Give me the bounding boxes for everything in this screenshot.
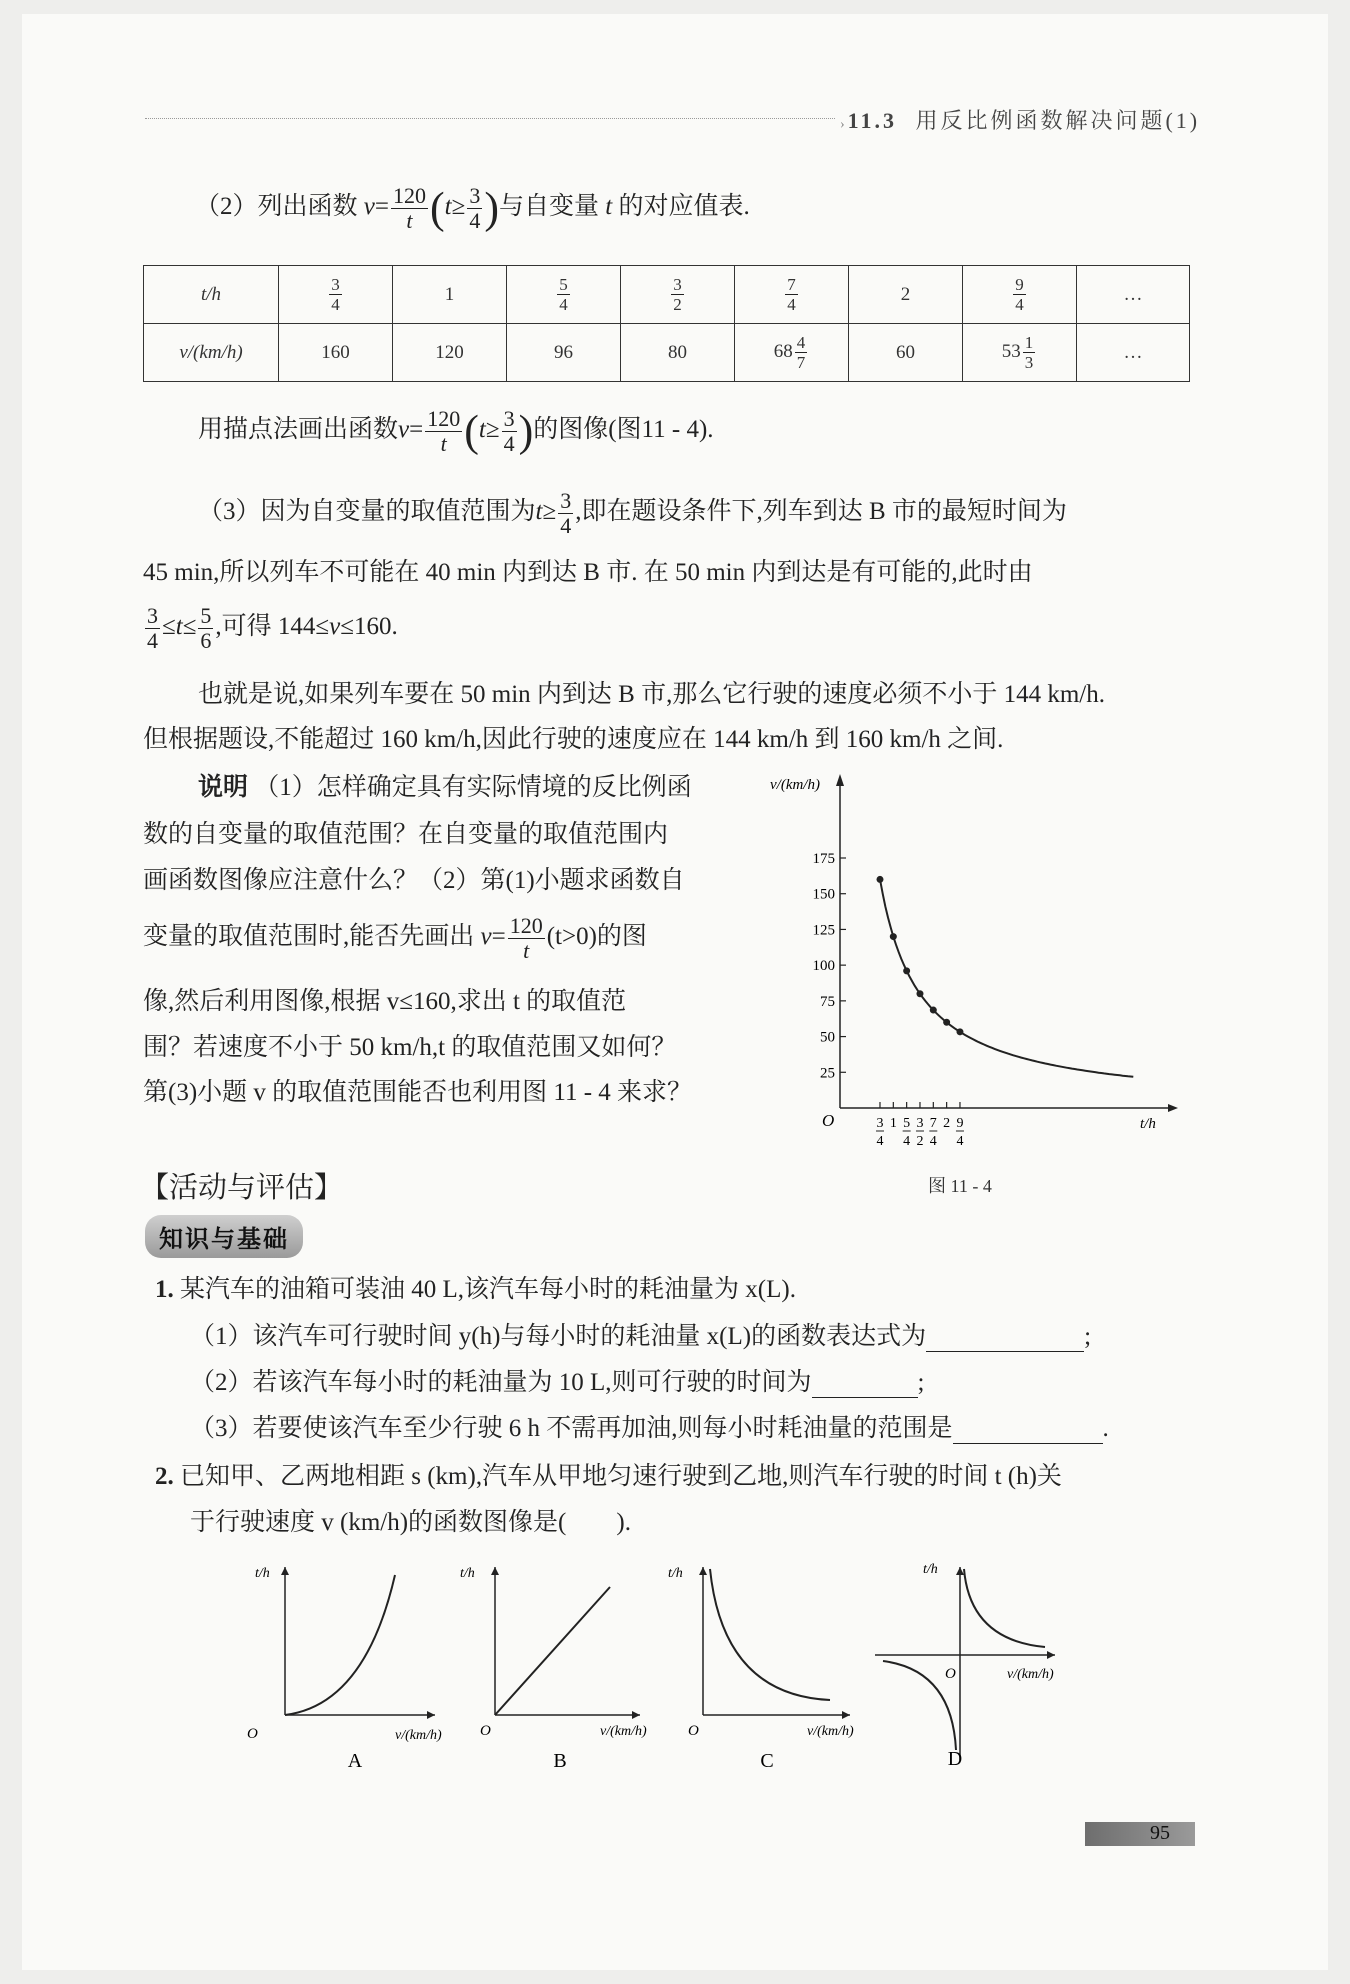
x-axis-label: v/(km/h) [807, 1724, 854, 1739]
y-axis-arrow [491, 1567, 499, 1575]
option-label: A [347, 1750, 363, 1772]
x-axis-arrow [632, 1711, 640, 1719]
cell-fraction [671, 276, 684, 313]
x-tick-numerator: 3 [876, 1116, 884, 1131]
var-v: v [329, 613, 341, 641]
t-cell [1077, 266, 1190, 324]
le-sign: ≤ [162, 613, 176, 641]
draw-post: 的图像(图11 - 4). [533, 416, 714, 444]
var-v: v [398, 416, 410, 444]
frac-den: t [440, 431, 447, 456]
t-cell [621, 266, 735, 324]
frac-120-t [508, 915, 545, 962]
cell-den: 2 [673, 295, 682, 314]
frac-num: 3 [147, 603, 158, 628]
y-axis-label: t/h [923, 1562, 938, 1577]
x-axis-arrow [1168, 1104, 1178, 1112]
data-point [876, 876, 883, 883]
y-axis-label: t/h [460, 1566, 475, 1581]
y-tick-label: 175 [812, 851, 835, 867]
v-cell [279, 324, 393, 382]
note-line2: 数的自变量的取值范围？在自变量的取值范围内 [143, 821, 669, 848]
x-axis-label: v/(km/h) [600, 1724, 647, 1739]
frac-120-t [425, 408, 462, 455]
y-tick-label: 25 [820, 1065, 835, 1082]
curve-c [710, 1569, 830, 1700]
option-d-graph[interactable] [875, 1562, 1055, 1770]
part2-line: （2）列出函数 v= $\frac{120}{t}$ (t≥ $\frac{3}{4}$ )与自变量 t 的对应值表. [195, 183, 750, 233]
y-axis-label: t/h [255, 1566, 270, 1581]
section-title: 用反比例函数解决问题(1) [915, 108, 1201, 133]
punct: . [1102, 1415, 1109, 1442]
conclusion-line2: 但根据题设,不能超过 160 km/h,因此行驶的速度应在 144 km/h 到 160 km/h 之间. [143, 726, 1004, 753]
draw-pre: 用描点法画出函数 [198, 416, 399, 444]
t-cell [963, 266, 1077, 324]
activity-title: 【活动与评估】 [140, 1172, 344, 1204]
cell-fraction [1013, 276, 1026, 313]
option-label: B [553, 1750, 567, 1772]
frac-num: 120 [427, 406, 461, 431]
origin-label: O [945, 1666, 956, 1682]
cell-num: 5 [559, 275, 568, 294]
var-t: t [478, 416, 486, 444]
cell-den: 4 [331, 295, 340, 314]
t-cell [735, 266, 849, 324]
curve-d-upper [964, 1569, 1045, 1647]
cell-value: 96 [554, 341, 573, 363]
ge-sign: ≥ [485, 416, 500, 444]
frac-num: 120 [509, 913, 543, 938]
x-axis-arrow [1047, 1651, 1055, 1659]
note-line5: 像,然后利用图像,根据 v≤160,求出 t 的取值范 [143, 988, 627, 1015]
cell-value: … [1123, 283, 1143, 305]
part3-post: ,即在题设条件下,列车到达 B 市的最短时间为 [575, 498, 1067, 526]
x-tick-numerator: 3 [916, 1116, 924, 1131]
frac-num: 3 [560, 488, 572, 513]
answer-blank-3[interactable] [953, 1417, 1103, 1444]
cell-fraction [785, 276, 798, 313]
frac-den: 4 [147, 628, 158, 653]
value-table [143, 265, 1190, 382]
v-cell [963, 324, 1077, 382]
eq: = [409, 416, 424, 444]
note-line1 [198, 773, 692, 803]
section-number: 11.3 [847, 108, 897, 133]
cell-num: 1 [1024, 333, 1034, 352]
cell-fraction [557, 276, 570, 313]
page-number: 95 [1150, 1822, 1170, 1844]
cell-value: … [1123, 341, 1143, 363]
part2-tail: 与自变量 [498, 193, 599, 221]
conclusion-line1: 也就是说,如果列车要在 50 min 内到达 B 市,那么它行驶的速度必须不小于 144 km/h. [198, 681, 1105, 708]
frac-den: t [523, 938, 530, 963]
x-tick-denominator: 4 [903, 1134, 911, 1149]
x-tick-label: 1 [889, 1116, 897, 1131]
var-v: v [363, 193, 375, 221]
note-text: 变量的取值范围时,能否先画出 [143, 923, 475, 951]
frac-den: 4 [560, 513, 572, 538]
q1-text: 某汽车的油箱可装油 40 L,该汽车每小时的耗油量为 x(L). [180, 1276, 796, 1303]
q1-sub1-text: （1）该汽车可行驶时间 y(h)与每小时的耗油量 x(L)的函数表达式为 [190, 1323, 927, 1350]
origin-label: O [822, 1111, 835, 1130]
option-label: D [947, 1748, 963, 1770]
v-cell [393, 324, 507, 382]
t-cell [279, 266, 393, 324]
y-axis-arrow [836, 774, 844, 786]
t-cell [393, 266, 507, 324]
v-cell [849, 324, 963, 382]
q1-sub3-text: （3）若要使该汽车至少行驶 6 h 不需再加油,则每小时耗油量的范围是 [190, 1415, 953, 1442]
frac-3-4 [145, 605, 160, 652]
cell-value: 120 [435, 341, 464, 363]
origin-label: O [688, 1723, 699, 1739]
cell-value: 160 [321, 341, 350, 363]
x-tick-denominator: 4 [876, 1134, 884, 1149]
cell-fraction [1023, 334, 1036, 371]
origin-label: O [247, 1726, 258, 1742]
line-b [495, 1587, 610, 1715]
x-tick-denominator: 2 [916, 1134, 924, 1149]
v-cell [735, 324, 849, 382]
frac-den: 6 [200, 628, 212, 653]
option-graphs [247, 1555, 1105, 1780]
row-header-t: t/h [144, 266, 279, 324]
y-tick-label: 150 [812, 886, 835, 903]
frac-3-4 [502, 408, 517, 455]
frac-den: t [406, 208, 413, 233]
note-label: 说明 [198, 774, 249, 801]
option-a-graph[interactable] [247, 1566, 442, 1772]
q2-stem2: 于行驶速度 v (km/h)的函数图像是( ). [190, 1509, 631, 1536]
note-line6: 围？若速度不小于 50 km/h,t 的取值范围又如何？ [143, 1034, 677, 1061]
q1-sub2-text: （2）若该汽车每小时的耗油量为 10 L,则可行驶的时间为 [190, 1369, 812, 1396]
figure-11-4 [760, 768, 1180, 1188]
figure-caption: 图 11 - 4 [928, 1176, 992, 1196]
y-tick-label: 50 [820, 1029, 835, 1046]
y-axis-arrow [956, 1567, 964, 1575]
var-t: t [175, 613, 183, 641]
frac-120-t [391, 185, 428, 232]
data-point [930, 1007, 937, 1014]
note-line7: 第(3)小题 v 的取值范围能否也利用图 11 - 4 来求？ [143, 1079, 693, 1106]
le-sign: ≤ [182, 613, 197, 641]
cell-num: 3 [673, 275, 682, 294]
note-text: (t>0)的图 [546, 923, 647, 951]
eq: = [374, 193, 389, 221]
var-t: t [444, 193, 452, 221]
cell-num: 4 [796, 333, 806, 352]
frac-den: 4 [469, 208, 481, 233]
cell-num: 9 [1015, 275, 1024, 294]
q1-stem [155, 1275, 796, 1305]
frac-num: 3 [503, 406, 515, 431]
q2-number: 2. [155, 1463, 174, 1490]
eq: = [491, 923, 506, 951]
t-cell [849, 266, 963, 324]
cell-value: 2 [900, 283, 911, 305]
curve-v-120-over-t [880, 879, 1133, 1076]
t-cell [507, 266, 621, 324]
y-axis-label: v/(km/h) [770, 777, 820, 793]
part3-line3 [143, 605, 398, 652]
frac-3-4 [558, 490, 573, 537]
y-axis-arrow [699, 1567, 707, 1575]
cell-whole: 53 [1001, 340, 1021, 362]
var-t: t [535, 498, 543, 526]
cell-den: 3 [1024, 353, 1034, 372]
part3-line1 [198, 490, 1067, 537]
cell-den: 4 [1015, 295, 1024, 314]
frac-5-6 [198, 605, 213, 652]
header-rule [145, 118, 835, 119]
cell-whole: 68 [773, 340, 793, 362]
row-header-v: v/(km/h) [144, 324, 279, 382]
data-point [943, 1019, 950, 1026]
origin-label: O [480, 1723, 491, 1739]
x-axis-label: t/h [1140, 1116, 1156, 1132]
x-tick-numerator: 5 [903, 1116, 911, 1131]
answer-blank-2[interactable] [812, 1371, 918, 1398]
frac-den: 4 [503, 431, 515, 456]
note-text: （1）怎样确定具有实际情境的反比例函 [254, 774, 692, 801]
q1-sub3 [190, 1414, 1109, 1444]
x-tick-numerator: 7 [929, 1116, 937, 1131]
data-point [903, 967, 910, 974]
var-t: t [605, 193, 613, 221]
section-header: ›11.3 用反比例函数解决问题(1) [840, 108, 1201, 133]
y-axis-label: t/h [668, 1566, 683, 1581]
frac-num: 3 [469, 183, 481, 208]
y-tick-label: 75 [820, 993, 835, 1010]
q2-stem1 [155, 1462, 1062, 1492]
v-cell [507, 324, 621, 382]
note-line4 [143, 915, 647, 962]
data-point [916, 990, 923, 997]
part2-tail2: 的对应值表. [618, 193, 750, 221]
part3-end: ≤160. [340, 613, 398, 641]
punct: ; [1084, 1323, 1092, 1350]
curve-a [285, 1575, 395, 1715]
v-cell [621, 324, 735, 382]
q1-sub2 [190, 1368, 924, 1398]
v-cell [1077, 324, 1190, 382]
cell-num: 3 [331, 275, 340, 294]
frac-3-4 [467, 185, 482, 232]
x-tick-numerator: 9 [956, 1116, 964, 1131]
ge-sign: ≥ [451, 193, 466, 221]
x-tick-label: 2 [943, 1116, 951, 1131]
part3-line2: 45 min,所以列车不可能在 40 min 内到达 B 市. 在 50 min 内到达是有可能的,此时由 [143, 559, 1033, 586]
y-tick-label: 100 [812, 958, 835, 975]
q1-sub1 [190, 1322, 1091, 1352]
cell-fraction [795, 334, 808, 371]
x-tick-denominator: 4 [956, 1134, 964, 1149]
note-line3: 画函数图像应注意什么？（2）第(1)小题求函数自 [143, 867, 685, 894]
cell-num: 7 [787, 275, 796, 294]
table-row-t [144, 266, 1190, 324]
cell-fraction [329, 276, 342, 313]
y-tick-label: 125 [812, 922, 835, 939]
cell-value: 1 [444, 283, 455, 305]
q1-number: 1. [155, 1276, 174, 1303]
option-label: C [760, 1750, 774, 1772]
x-axis-label: v/(km/h) [1007, 1667, 1054, 1682]
part2-label: （2）列出函数 [195, 193, 358, 221]
draw-line: 用描点法画出函数v= $\frac{120}{t}$ (t≥ $\frac{3}{4}$ )的图像(图11 - 4). [198, 406, 714, 456]
frac-num: 120 [392, 183, 426, 208]
x-tick-denominator: 4 [929, 1134, 937, 1149]
ge-sign: ≥ [542, 498, 557, 526]
answer-blank-1[interactable] [926, 1325, 1084, 1352]
cell-value: 60 [896, 341, 915, 363]
data-point [890, 933, 897, 940]
punct: ; [917, 1369, 925, 1396]
page-number-bar [1085, 1822, 1195, 1846]
cell-den: 7 [796, 353, 806, 372]
table-row-v [144, 324, 1190, 382]
part3-pre: （3）因为自变量的取值范围为 [198, 498, 536, 526]
q2-text: 已知甲、乙两地相距 s (km),汽车从甲地匀速行驶到乙地,则汽车行驶的时间 t (h)关 [180, 1463, 1062, 1490]
option-c-graph[interactable] [668, 1566, 854, 1772]
cell-den: 4 [559, 295, 568, 314]
x-axis-arrow [842, 1711, 850, 1719]
cell-den: 4 [787, 295, 796, 314]
knowledge-badge: 知识与基础 [145, 1215, 303, 1258]
var-v: v [480, 923, 492, 951]
option-b-graph[interactable] [460, 1566, 647, 1772]
x-axis-arrow [427, 1711, 435, 1719]
data-point [956, 1028, 963, 1035]
cell-value: 80 [668, 341, 687, 363]
y-axis-arrow [281, 1567, 289, 1575]
frac-num: 5 [200, 603, 212, 628]
x-axis-label: v/(km/h) [395, 1728, 442, 1743]
part3-result: ,可得 144≤ [215, 613, 330, 641]
